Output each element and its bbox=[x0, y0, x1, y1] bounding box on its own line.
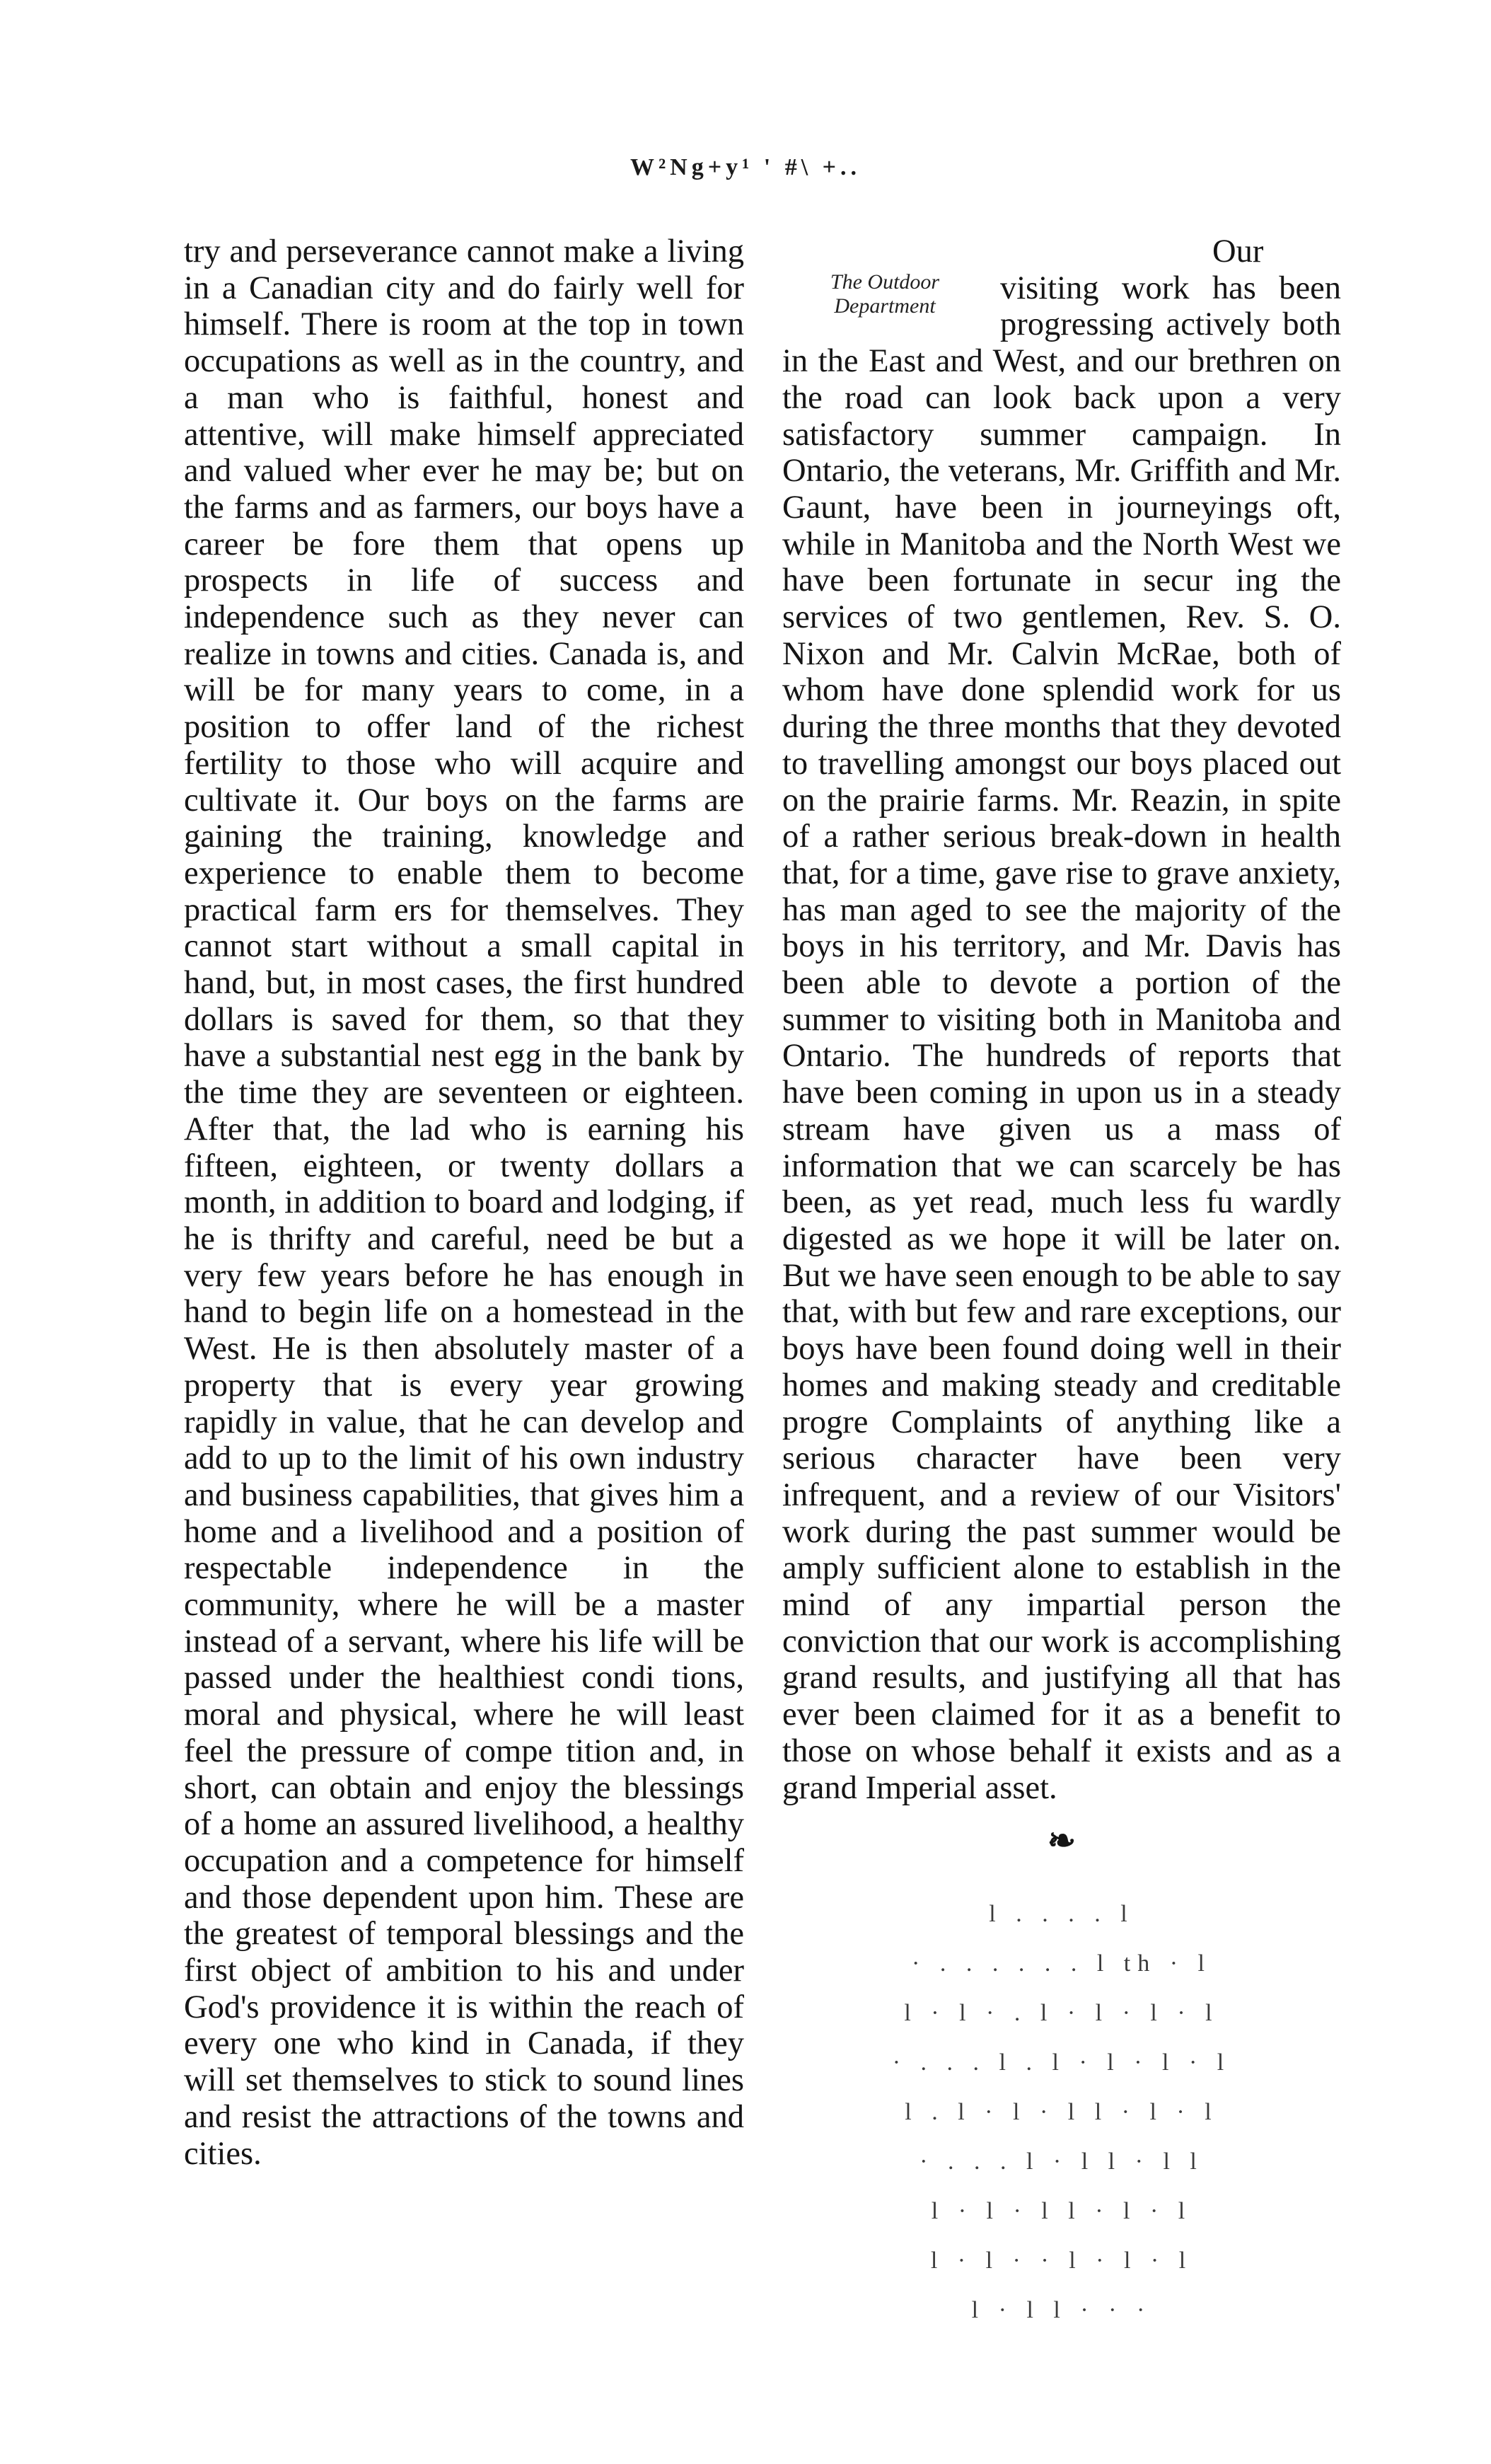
faded-line: · . . . l . l · l · l · l bbox=[892, 2049, 1231, 2076]
faded-line: l · l l · · · bbox=[971, 2297, 1152, 2324]
right-column-paragraph: Our visiting work has been progressing actively both in the East and West, and our brethren on the road can look back upon a very satisfactory summer campaign. In Ontario, the veterans, Mr. Griffith and Mr. Gaunt, have been in journeyings oft, while in Manitoba and the North West we have been fortunate in secur ing the services of two gentlemen, Rev. S. O. Nixon and Mr. Calvin McRae, both of whom have done splendid work for us during the three months that they devoted to travelling amongst our boys placed out on the prairie farms. Mr. Reazin, in spite of a rather serious break-down in health that, for a time, gave rise to grave anxiety, has man aged to see the majority of the boys in his territory, and Mr. Davis has been able to devote a portion of the summer to visiting both in Manitoba and Ontario. The hundreds of reports that have been coming in upon us in a steady stream have given us a mass of information that we can scarcely be has been, as yet read, much less fu wardly digested as we hope it will be later on. But we have seen enough to be able to say that, with but few and rare exceptions, our boys have been found doing well in their homes and making steady and creditable progre Complaints of anything like a serious character have been very infrequent, and a review of our Visitors' work during the past summer would be amply sufficient alone to establish in the mind of any impartial person the conviction that our work is accomplishing grand results, and justifying all that has ever been claimed for it as a benefit to those on whose behalf it exists and as a grand Imperial asset. bbox=[782, 233, 1341, 1806]
faded-line: l · l · . l · l · l · l bbox=[904, 2000, 1219, 2027]
faded-line: · . . . l · l l · l l bbox=[919, 2148, 1204, 2175]
sidehead-line: The Outdoor bbox=[830, 270, 940, 294]
faded-line: · . . . . . . l th · l bbox=[912, 1950, 1212, 1977]
left-column-paragraph: try and perseverance cannot make a living in a Canadian city and do fairly well for himself. There is room at the top in town occupations as well as in the country, and a man who is faithful, honest and attentive, will make himself appreciated and valued wher ever he may be; but on the farms and as farmers, our boys have a career be fore them that opens up prospects in life of success and independence such as they never can realize in towns and cities. Canada is, and will be for many years to come, in a position to offer land of the richest fertility to those who will acquire and cultivate it. Our boys on the farms are gaining the training, knowledge and experience to enable them to become practical farm ers for themselves. They cannot start without a small capital in hand, but, in most cases, the first hundred dollars is saved for them, so that they have a substantial nest egg in the bank by the time they are seventeen or eighteen. After that, the lad who is earning his fifteen, eighteen, or twenty dollars a month, in addition to board and lodging, if he is thrifty and careful, need be but a very few years before he has enough in hand to begin life on a homestead in the West. He is then absolutely master of a property that is every year growing rapidly in value, that he can develop and add to up to the limit of his own industry and business capabilities, that gives him a home and a livelihood and a position of respectable independence in the community, where he will be a master instead of a servant, where his life will be passed under the healthiest condi tions, moral and physical, where he will least feel the pressure of compe tition and, in short, can obtain and enjoy the blessings of a home an assured livelihood, a healthy occupation and a competence for himself and those dependent upon him. These are the greatest of temporal blessings and the first object of ambition to his and under God's providence it is within the reach of every one who kind in Canada, if they will set themselves to stick to sound lines and resist the attractions of the towns and cities. bbox=[184, 233, 744, 2172]
faded-line: l · l · · l · l · l bbox=[930, 2248, 1193, 2274]
right-column bbox=[782, 233, 1341, 2335]
faded-text-block bbox=[782, 1890, 1341, 2335]
running-head: W²Ng+y¹ ' #\ +.. bbox=[630, 154, 861, 180]
faded-line: l . . . . l bbox=[989, 1901, 1135, 1928]
faded-line: l · l · l l · l · l bbox=[931, 2198, 1193, 2225]
faded-line: l . l · l · l l · l · l bbox=[905, 2099, 1219, 2126]
section-sidehead bbox=[782, 270, 987, 318]
left-column bbox=[184, 233, 744, 2172]
ornament-divider: ❧ bbox=[1047, 1822, 1077, 1861]
sidehead-line: Department bbox=[834, 294, 936, 318]
